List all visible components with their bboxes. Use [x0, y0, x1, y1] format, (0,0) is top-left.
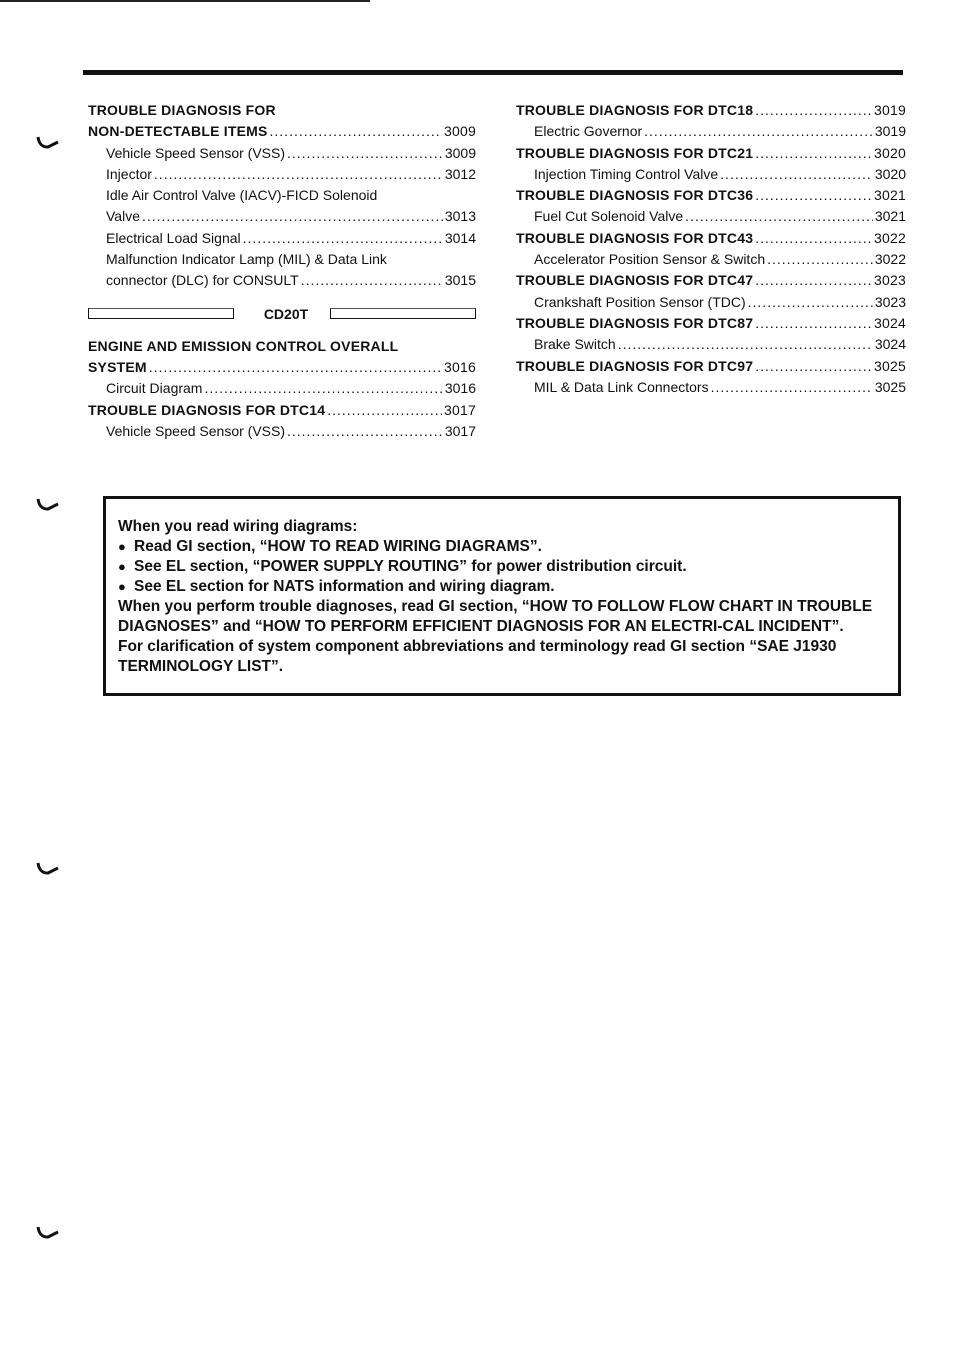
- toc-page-number: 3021: [874, 187, 906, 204]
- dot-leader: [748, 292, 873, 313]
- toc-entry-title: TROUBLE DIAGNOSIS FOR DTC21: [516, 144, 754, 161]
- toc-page-number: 3023: [874, 293, 906, 310]
- toc-entry-title: NON-DETECTABLE ITEMS: [88, 123, 268, 140]
- toc-page-number: 3025: [874, 357, 906, 374]
- toc-entry-title: TROUBLE DIAGNOSIS FOR DTC43: [516, 229, 754, 246]
- toc-section-entry[interactable]: [516, 143, 906, 164]
- toc-entry-title: TROUBLE DIAGNOSIS FOR DTC97: [516, 357, 754, 374]
- toc-subentry[interactable]: [516, 164, 906, 185]
- dot-leader: [287, 143, 443, 164]
- toc-entry-title: Fuel Cut Solenoid Valve: [534, 208, 684, 225]
- toc-entry-title: connector (DLC) for CONSULT: [106, 272, 299, 289]
- toc-section-entry[interactable]: [516, 185, 906, 206]
- bullet-icon: ●: [118, 539, 126, 554]
- toc-group-cd20t: [88, 336, 476, 442]
- toc-entry-title: Crankshaft Position Sensor (TDC): [534, 293, 746, 310]
- toc-subentry[interactable]: [516, 206, 906, 227]
- dot-leader: [327, 400, 442, 421]
- toc-page-number: 3014: [444, 229, 476, 246]
- margin-tab-mark: [36, 1226, 60, 1240]
- toc-entry-title: TROUBLE DIAGNOSIS FOR DTC87: [516, 314, 754, 331]
- divider-bar-right: [330, 308, 476, 319]
- toc-entry-title: Circuit Diagram: [106, 380, 203, 397]
- toc-subentry[interactable]: [516, 249, 906, 270]
- wiring-diagram-note: [103, 496, 901, 696]
- dot-leader: [711, 377, 873, 398]
- dot-leader: [301, 270, 443, 291]
- note-bullet: [118, 537, 898, 557]
- toc-page-number: 3009: [444, 144, 476, 161]
- dot-leader: [243, 228, 443, 249]
- toc-page-number: 3019: [874, 123, 906, 140]
- toc-entry-title: Vehicle Speed Sensor (VSS): [106, 144, 285, 161]
- toc-section-entry[interactable]: [88, 357, 476, 378]
- dot-leader: [287, 421, 443, 442]
- toc-entry-title: Valve: [106, 208, 140, 225]
- toc-entry-title: TROUBLE DIAGNOSIS FOR DTC47: [516, 272, 754, 289]
- dot-leader: [154, 164, 443, 185]
- toc-page-number: 3023: [874, 272, 906, 289]
- bullet-icon: ●: [118, 579, 126, 594]
- toc-page-number: 3013: [444, 208, 476, 225]
- dot-leader: [270, 121, 443, 142]
- toc-section-entry[interactable]: [516, 313, 906, 334]
- note-bullet: [118, 577, 898, 597]
- toc-page-number: 3016: [444, 358, 476, 375]
- toc-page-number: 3022: [874, 229, 906, 246]
- toc-subentry[interactable]: [516, 292, 906, 313]
- dot-leader: [618, 334, 873, 355]
- toc-section-heading: ENGINE AND EMISSION CONTROL OVERALL: [88, 337, 399, 354]
- dot-leader: [149, 357, 442, 378]
- toc-right-column: [516, 100, 906, 398]
- note-paragraph: When you perform trouble diagnoses, read GI section, “HOW TO FOLLOW FLOW CHART IN TROUBLE DIAGNOSES” and “HOW TO PERFORM EFFICIENT DIAGNOSIS FOR AN ELECTRI-CAL INCIDENT”.: [118, 598, 873, 635]
- toc-entry-title: Accelerator Position Sensor & Switch: [534, 251, 766, 268]
- toc-subentry[interactable]: [516, 377, 906, 398]
- toc-subentry[interactable]: [88, 206, 476, 227]
- toc-entry-title: Electrical Load Signal: [106, 229, 241, 246]
- dot-leader: [755, 270, 872, 291]
- toc-entry-title: Brake Switch: [534, 336, 616, 353]
- note-bullet-text: See EL section, “POWER SUPPLY ROUTING” for power distribution circuit.: [134, 558, 687, 575]
- toc-page-number: 3015: [444, 272, 476, 289]
- toc-entry-title: Injection Timing Control Valve: [534, 165, 719, 182]
- toc-page-number: 3024: [874, 314, 906, 331]
- toc-left-column: [88, 100, 476, 442]
- dot-leader: [755, 143, 872, 164]
- toc-subentry-line: Malfunction Indicator Lamp (MIL) & Data Link: [106, 251, 387, 268]
- toc-entry-title: TROUBLE DIAGNOSIS FOR DTC18: [516, 102, 754, 118]
- note-bullet: [118, 557, 898, 577]
- note-bullet-text: Read GI section, “HOW TO READ WIRING DIAGRAMS”.: [134, 538, 542, 555]
- corner-rule: [0, 0, 370, 2]
- dot-leader: [142, 206, 443, 227]
- toc-entry-title: SYSTEM: [88, 358, 147, 375]
- dot-leader: [685, 206, 873, 227]
- toc-section-entry[interactable]: [88, 400, 476, 421]
- toc-section-entry[interactable]: [516, 356, 906, 377]
- toc-entry-title: Electric Governor: [534, 123, 643, 140]
- dot-leader: [755, 313, 872, 334]
- divider-bar-left: [88, 308, 234, 319]
- toc-subentry[interactable]: [516, 334, 906, 355]
- toc-page-number: 3012: [444, 165, 476, 182]
- dot-leader: [755, 185, 872, 206]
- toc-page-number: 3017: [444, 401, 476, 418]
- section-divider: [88, 306, 476, 322]
- toc-page-number: 3021: [874, 208, 906, 225]
- dot-leader: [755, 356, 872, 377]
- toc-subentry-line: Idle Air Control Valve (IACV)-FICD Solenoid: [106, 187, 378, 204]
- margin-tab-mark: [36, 136, 60, 150]
- dot-leader: [644, 121, 873, 142]
- toc-section-entry[interactable]: [516, 228, 906, 249]
- toc-subentry[interactable]: [88, 228, 476, 249]
- toc-page-number: 3025: [874, 378, 906, 395]
- dot-leader: [755, 100, 872, 121]
- dot-leader: [204, 378, 442, 399]
- divider-label: CD20T: [263, 305, 309, 322]
- toc-page-number: 3020: [874, 165, 906, 182]
- note-bullet-text: See EL section for NATS information and wiring diagram.: [134, 578, 555, 595]
- bullet-icon: ●: [118, 559, 126, 574]
- dot-leader: [755, 228, 872, 249]
- toc-page-number: 3022: [874, 251, 906, 268]
- toc-subentry[interactable]: [88, 143, 476, 164]
- toc-page-number: 3020: [874, 144, 906, 161]
- toc-entry-title: TROUBLE DIAGNOSIS FOR DTC36: [516, 187, 754, 204]
- toc-entry-title: Injector: [106, 165, 152, 182]
- toc-group-dtc: [516, 100, 906, 398]
- toc-subentry[interactable]: [88, 164, 476, 185]
- toc-subentry[interactable]: [88, 378, 476, 399]
- toc-section-entry[interactable]: [516, 270, 906, 291]
- dot-leader: [767, 249, 873, 270]
- toc-entry-title: TROUBLE DIAGNOSIS FOR DTC14: [88, 401, 326, 418]
- toc-section-heading: TROUBLE DIAGNOSIS FOR: [88, 102, 276, 118]
- toc-group-gi: [88, 100, 476, 292]
- margin-tab-mark: [36, 862, 60, 876]
- toc-section-entry[interactable]: [516, 100, 906, 121]
- toc-entry-title: Vehicle Speed Sensor (VSS): [106, 422, 285, 439]
- toc-page-number: 3019: [874, 102, 906, 118]
- note-heading: When you read wiring diagrams:: [118, 518, 358, 535]
- note-paragraph: For clarification of system component abbreviations and terminology read GI section “SAE J1930 TERMINOLOGY LIST”.: [118, 638, 837, 675]
- toc-page-number: 3024: [874, 336, 906, 353]
- toc-subentry[interactable]: [516, 121, 906, 142]
- toc-page-number: 3009: [444, 123, 476, 140]
- toc-page-number: 3017: [444, 422, 476, 439]
- header-rule: [83, 70, 903, 75]
- toc-subentry[interactable]: [88, 270, 476, 291]
- margin-tab-mark: [36, 498, 60, 512]
- toc-entry-title: MIL & Data Link Connectors: [534, 378, 709, 395]
- toc-section-entry[interactable]: [88, 121, 476, 142]
- toc-page-number: 3016: [444, 380, 476, 397]
- toc-subentry[interactable]: [88, 421, 476, 442]
- dot-leader: [720, 164, 873, 185]
